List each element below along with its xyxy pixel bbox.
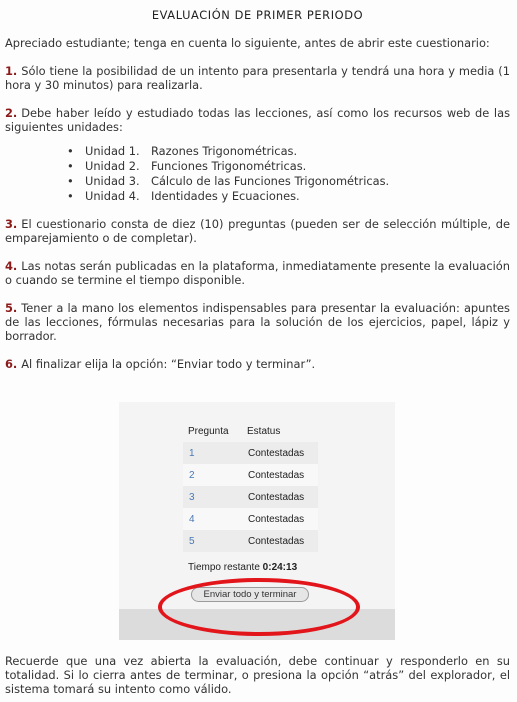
question-link[interactable]: 4 [183, 508, 242, 530]
item-number: 1. [5, 64, 18, 78]
table-row [183, 486, 318, 508]
unit-number: Unidad 2. [85, 159, 140, 173]
table-header-row [183, 421, 318, 442]
units-list [5, 144, 510, 204]
table-row [183, 530, 318, 552]
highlight-ring [158, 578, 360, 636]
unit-name: Razones Trigonométricas. [151, 144, 298, 158]
timer-label: Tiempo restante [188, 562, 260, 573]
instruction-item-2 [5, 106, 510, 134]
instruction-item-6 [5, 357, 510, 371]
instruction-item-4 [5, 259, 510, 287]
item-text: Las notas serán publicadas en la plataforma, inmediatamente presente la evaluación o cuando se termine el tiempo disponible. [5, 259, 510, 287]
instructions-page [5, 8, 510, 385]
table-row [183, 508, 318, 530]
unit-item [85, 174, 510, 189]
unit-name: Cálculo de las Funciones Trigonométricas. [151, 174, 390, 188]
question-status-table [183, 421, 318, 552]
intro-text: Apreciado estudiante; tenga en cuenta lo siguiente, antes de abrir este cuestionario: [5, 36, 490, 50]
item-text: Sólo tiene la posibilidad de un intento para presentarla y tendrá una hora y media (1 hora y 30 minutos) para realizarla. [5, 64, 510, 92]
column-header-estatus: Estatus [247, 426, 281, 437]
instruction-item-5 [5, 301, 510, 343]
unit-item [85, 144, 510, 159]
unit-number: Unidad 1. [85, 144, 140, 158]
item-number: 3. [5, 217, 18, 231]
instruction-item-3 [5, 217, 510, 245]
item-number: 6. [5, 357, 18, 371]
item-number: 5. [5, 301, 18, 315]
item-text: Al finalizar elija la opción: “Enviar todo y terminar”. [21, 357, 316, 371]
column-header-pregunta: Pregunta [188, 426, 229, 437]
unit-item [85, 189, 510, 204]
question-link[interactable]: 1 [183, 442, 242, 464]
question-link[interactable]: 3 [183, 486, 242, 508]
item-text: El cuestionario consta de diez (10) preguntas (pueden ser de selección múltiple, de emparejamiento o de completar). [5, 217, 510, 245]
table-row [183, 442, 318, 464]
question-status: Contestadas [242, 442, 318, 464]
question-link[interactable]: 2 [183, 464, 242, 486]
unit-number: Unidad 4. [85, 189, 140, 203]
question-status: Contestadas [242, 486, 318, 508]
unit-name: Funciones Trigonométricas. [151, 159, 307, 173]
instruction-item-1 [5, 64, 510, 92]
timer-value: 0:24:13 [262, 562, 298, 573]
submit-all-button[interactable]: Enviar todo y terminar [191, 587, 309, 602]
question-status: Contestadas [242, 464, 318, 486]
unit-number: Unidad 3. [85, 174, 140, 188]
question-status: Contestadas [242, 530, 318, 552]
question-status: Contestadas [242, 508, 318, 530]
time-remaining [188, 562, 297, 574]
closing-note: Recuerde que una vez abierta la evaluación, debe continuar y responderlo en su totalidad. Si lo cierra antes de terminar, o presiona la opción “atrás” del explorador, el sistema tomará su intento como válido. [5, 654, 510, 696]
page-title: EVALUACIÓN DE PRIMER PERIODO [151, 8, 364, 22]
item-text: Tener a la mano los elementos indispensables para presentar la evaluación: apuntes de las lecciones, fórmulas necesarias para la solución de los ejercicios, papel, lápiz y borrador. [5, 301, 510, 343]
item-text: Debe haber leído y estudiado todas las lecciones, así como los recursos web de las siguientes unidades: [5, 106, 510, 134]
question-link[interactable]: 5 [183, 530, 242, 552]
table-row [183, 464, 318, 486]
item-number: 4. [5, 259, 18, 273]
item-number: 2. [5, 106, 18, 120]
unit-name: Identidades y Ecuaciones. [151, 189, 300, 203]
unit-item [85, 159, 510, 174]
